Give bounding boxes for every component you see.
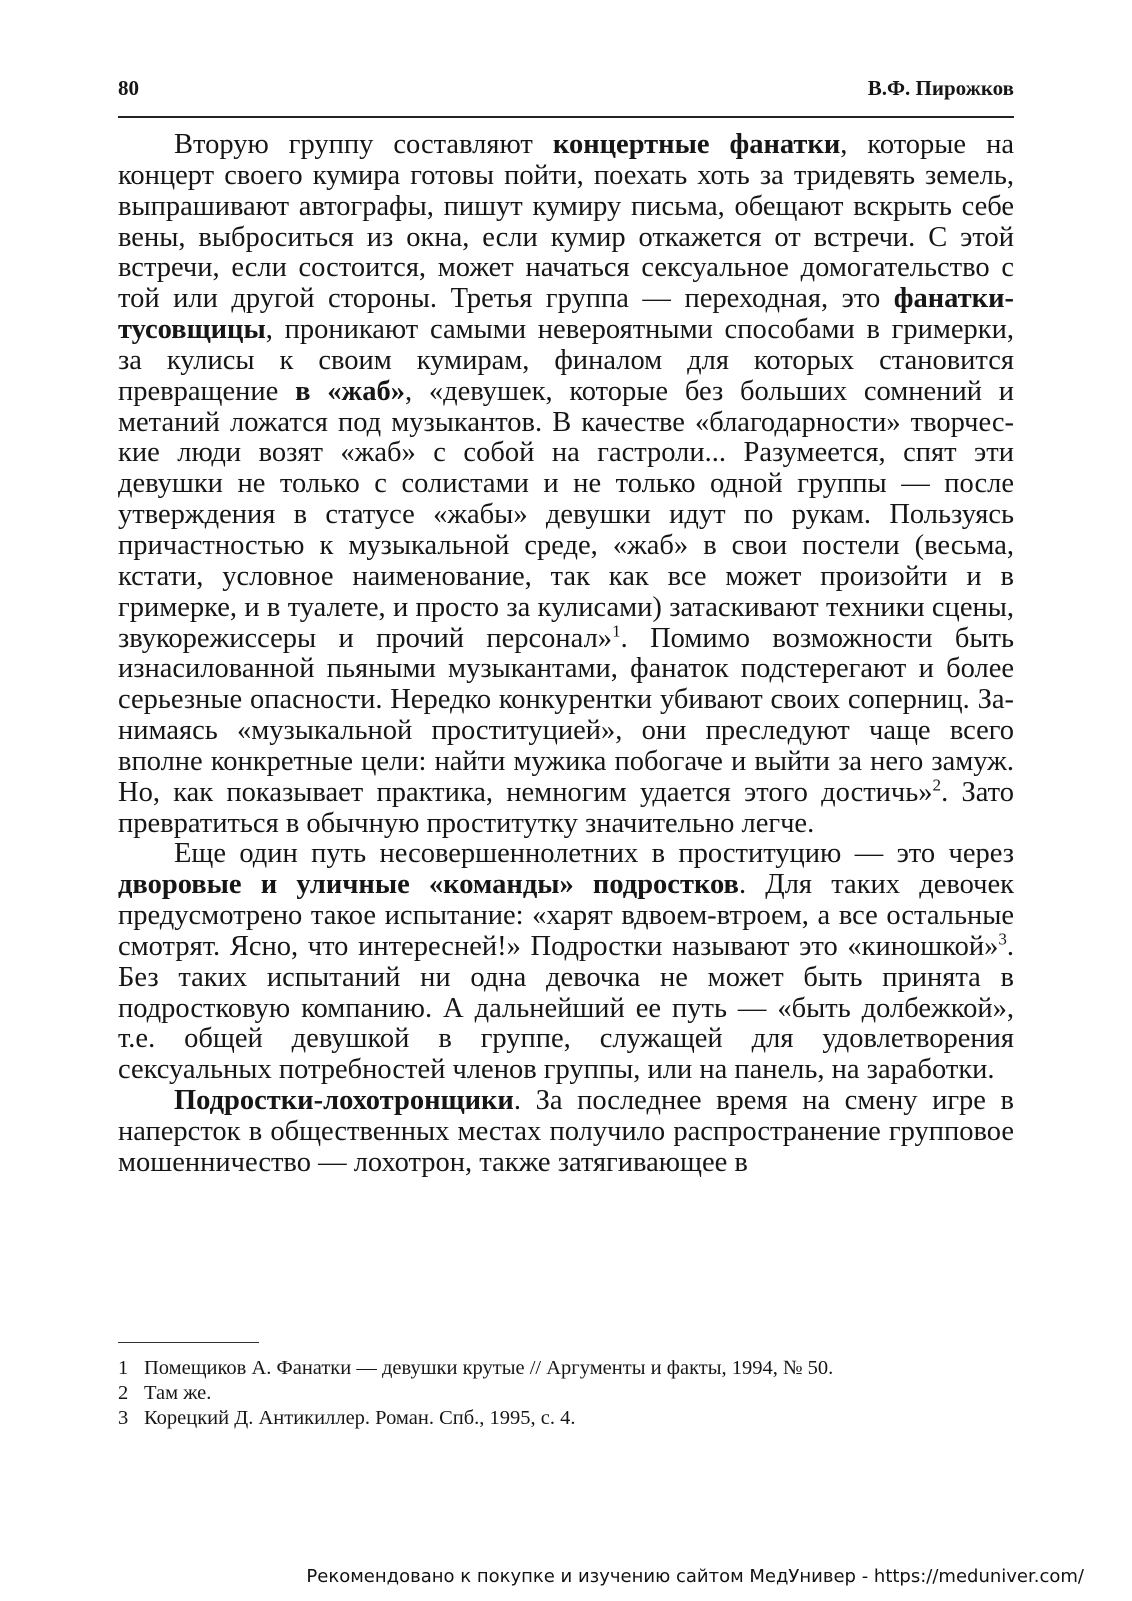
- bold-term: концертные фанатки: [552, 129, 841, 160]
- paragraph: [118, 1086, 1014, 1179]
- footnote: [118, 1381, 1014, 1406]
- text-run: , «девушек, которые без больших сомнений и метаний ложатся под музыкантов. В качестве «благодарности» творческие люди возят «жаб» с собой на гастроли... Разумеется, спят эти девушки не только с солистами и не только одной группы — после утверждения в статусе «жабы» девушки идут по рукам. Пользуясь причастностью к музыкальной среде, «жаб» в свои постели (весьма, кстати, условное наименование, так как все может произойти и в гримерке, и в туалете, и просто за кулисами) затаскивают техники сцены, звукорежиссеры и прочий персонал»: [118, 375, 1015, 654]
- text-run: . Помимо возможности быть изнасилованной пьяными музыкантами, фанаток подстерегают и более серьезные опасности. Нередко конкурентки убивают своих соперниц. Занимаясь «музыкальной проституцией», они преследуют чаще всего вполне конкретные цели: найти мужика побогаче и выйти за него замуж. Но, как показывает практика, немногим удается этого достичь»: [118, 622, 1014, 808]
- footnote-text: Помещиков А. Фанатки — девушки крутые // Аргументы и факты, 1994, № 50.: [144, 1357, 834, 1379]
- header-rule: [118, 116, 1014, 118]
- text-run: . Для таких девочек предусмотрено такое испытание: «харят вдвоем-втроем, а все остальные смотрят. Ясно, что интересней!» Подростки называют это «киношкой»: [118, 869, 1014, 962]
- footnote: [118, 1406, 1014, 1431]
- bold-term: Подростки-лохотронщики: [174, 1085, 514, 1117]
- main-text: [118, 130, 1014, 1179]
- footnote-number: 3: [118, 1407, 129, 1429]
- text-run: . Без таких испытаний ни одна девочка не может быть принята в подростковую компанию. А дальнейший ее путь — «быть долбежкой», т.е. общей девушкой в группе, служащей для удовлетворения сексуальных потребностей членов группы, или на панель, на заработки.: [118, 930, 1014, 1086]
- bold-term: дворовые и уличные «команды» подростков: [118, 869, 739, 901]
- text-run: . Зато превратиться в обычную проститутку значительно легче.: [118, 776, 1014, 839]
- footnote-ref[interactable]: 1: [612, 621, 621, 640]
- paragraph: [118, 130, 1014, 839]
- paragraph: [118, 839, 1014, 1086]
- footnote-number: 2: [118, 1382, 129, 1404]
- footnote-text: Там же.: [144, 1382, 212, 1404]
- watermark-link[interactable]: Рекомендовано к покупке и изучению сайтом МедУнивер - https://meduniver.com/: [306, 1566, 1084, 1587]
- text-run: , которые на концерт своего кумира готовы пойти, поехать хоть за тридевять земель, выпрашивают автографы, пишут кумиру письма, обещают вскрыть себе вены, выброситься из окна, если кумир откажется от встречи. С этой встречи, если состоится, может начаться сексуальное домогательство с той или другой стороны. Третья группа — переходная, это: [118, 129, 1014, 315]
- text-run: , проникают самыми невероятными способами в гримерки, за кулисы к своим кумирам, финалом для которых становится превращение: [118, 314, 1014, 407]
- footnote-rule: [118, 1342, 259, 1343]
- footnotes: [118, 1356, 1014, 1431]
- footnote-ref[interactable]: 3: [998, 929, 1007, 949]
- text-run: Вторую группу составляют: [174, 129, 553, 160]
- running-author: В.Ф. Пирожков: [867, 76, 1014, 100]
- page-number: 80: [118, 76, 139, 100]
- text-run: . За последнее время на смену игре в наперсток в общественных местах получило распространение групповое мошенничество — лохотрон, также затягивающее в: [118, 1085, 1014, 1178]
- text-run: Еще один путь несовершеннолетних в проституцию — это через: [174, 838, 1014, 870]
- bold-term: фанатки-тусовщицы: [118, 283, 1014, 346]
- footnote-number: 1: [118, 1357, 129, 1379]
- bold-term: в «жаб»: [295, 375, 405, 407]
- footnote-text: Корецкий Д. Антикиллер. Роман. Спб., 1995, с. 4.: [144, 1407, 576, 1429]
- running-header: [118, 76, 1014, 101]
- footnote-ref[interactable]: 2: [932, 775, 942, 795]
- footnote: [118, 1356, 1014, 1381]
